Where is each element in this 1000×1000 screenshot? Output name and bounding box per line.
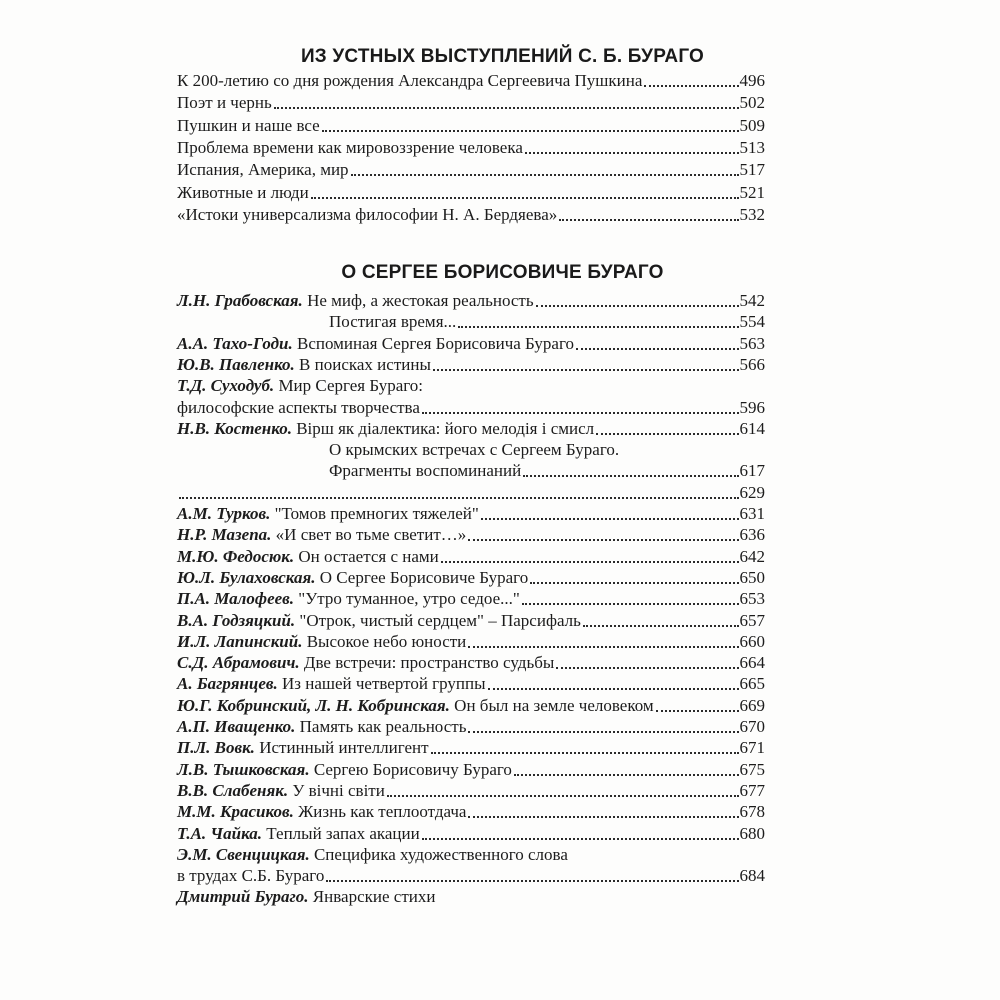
toc-entry-author: А.П. Иващенко. [177,717,296,736]
toc-entry-title: "Томов премногих тяжелей" [270,504,479,523]
toc-entry-page: 684 [739,866,765,885]
section-title-about-burago: О СЕРГЕЕ БОРИСОВИЧЕ БУРАГО [341,262,664,283]
toc-entry-text [177,886,435,908]
toc-entry-page: 566 [739,355,765,374]
toc-entry-page: 660 [739,632,765,651]
toc-entry-text [177,716,466,738]
toc-entry-author: Л.Н. Грабовская. [177,291,303,310]
toc-entry-title: Фрагменты воспоминаний [329,461,522,480]
toc-entry [177,311,765,333]
toc-entry [177,588,765,610]
toc-entry [177,204,765,226]
toc-entry [177,482,765,504]
toc-entry-author: Ю.В. Павленко. [177,355,295,374]
toc-entry-text [177,567,528,589]
toc-entry [177,737,765,759]
dot-leader [522,603,739,605]
toc-entry [177,695,765,717]
toc-entry-page: 532 [739,205,765,224]
toc-entry-text [177,311,456,333]
toc-entry-text [177,823,420,845]
dot-leader [274,107,739,109]
toc-entry-text [177,673,486,695]
section-title-oral-talks: ИЗ УСТНЫХ ВЫСТУПЛЕНИЙ С. Б. БУРАГО [300,46,705,67]
toc-entry-title: У вічні світи [288,781,385,800]
toc-entry [177,70,765,92]
toc-entry-page: 509 [739,116,765,135]
toc-entry-text [177,801,466,823]
toc-entry-page: 657 [739,611,765,630]
toc-entry [177,865,765,887]
toc-entry-text [177,333,574,355]
dot-leader [322,130,739,132]
toc-entry [177,375,765,397]
toc-entry-page: 517 [739,160,765,179]
dot-leader [536,305,739,307]
toc-entry [177,182,765,204]
dot-leader [431,752,739,754]
toc-entry [177,546,765,568]
toc-entry-page: 554 [739,312,765,331]
toc-entry-title: Теплый запах акации [262,824,420,843]
toc-entry [177,137,765,159]
toc-entry-title: О Сергее Борисовиче Бураго [315,568,529,587]
toc-entry-author: М.М. Красиков. [177,802,294,821]
toc-entry-page: 513 [739,138,765,157]
toc-entry-page: 642 [739,547,765,566]
toc-entry-text [177,631,466,653]
toc-entry-page: 521 [739,183,765,202]
toc-entry-text [177,460,521,482]
toc-entry-title: Вірш як діалектика: його мелодія і смисл [291,419,595,438]
toc-entry-text [177,159,349,181]
toc-entry-author: М.Ю. Федосюк. [177,547,295,566]
toc-entry [177,418,765,440]
toc-entry-text [177,780,385,802]
toc-entry-page: 496 [739,71,765,90]
toc-entry-page: 664 [739,653,765,672]
toc-entry [177,460,765,482]
toc-entry-author: Т.А. Чайка. [177,824,263,843]
toc-entry-text [177,652,554,674]
toc-entry [177,290,765,312]
dot-leader [422,838,739,840]
toc-entry-text [177,524,466,546]
dot-leader [576,348,739,350]
toc-entry-page: 617 [739,461,765,480]
toc-entry-title: Сергею Борисовичу Бураго [309,760,512,779]
dot-leader [387,795,739,797]
dot-leader [458,326,738,328]
toc-entry-title: Он был на земле человеком [449,696,654,715]
toc-entry-author: Ю.Г. Кобринский, Л. Н. Кобринская. [177,696,450,715]
toc-entry-text [177,865,324,887]
dot-leader [523,475,738,477]
dot-leader [530,582,738,584]
toc-entry-title: "Отрок, чистый сердцем" – Парсифаль [295,611,581,630]
toc-entry-author: С.Д. Абрамович. [177,653,300,672]
toc-entry-title: философские аспекты творчества [177,398,420,417]
toc-entry-title: Две встречи: пространство судьбы [299,653,555,672]
toc-entry-text [177,354,431,376]
toc-entry [177,397,765,419]
toc-entry [177,780,765,802]
toc-entry-title: Жизнь как теплоотдача [293,802,467,821]
toc-entry-text [177,92,272,114]
toc-entry-author: А. Багрянцев. [177,674,278,693]
toc-entry-author: В.В. Слабеняк. [177,781,289,800]
toc-entry-author: И.Л. Лапинский. [177,632,303,651]
toc-entry-title: Высокое небо юности [302,632,467,651]
toc-entry-title: Истинный интеллигент [254,738,429,757]
toc-entry-page: 542 [739,291,765,310]
toc-entry-author: Э.М. Свенцицкая. [177,845,310,864]
toc-entry-text [177,418,594,440]
toc-entry-page: 636 [739,525,765,544]
toc-entry-title: В поисках истины [294,355,431,374]
toc-entry-author: В.А. Годзяцкий. [177,611,296,630]
toc-entry [177,354,765,376]
toc-entry-page: 650 [739,568,765,587]
dot-leader [468,731,738,733]
toc-entry-text [177,695,654,717]
toc-entry-text [177,115,320,137]
toc-entry-page: 677 [739,781,765,800]
toc-entry-title: Специфика художественного слова [309,845,568,864]
toc-entry-title: «Истоки универсализма философии Н. А. Бердяева» [177,205,558,224]
dot-leader [468,646,738,648]
toc-entry-text [177,737,429,759]
toc-entry-text [177,397,420,419]
dot-leader [311,197,739,199]
toc-entry-text [177,610,581,632]
toc-entry [177,823,765,845]
toc-entry-title: Вспоминая Сергея Борисовича Бураго [292,334,574,353]
dot-leader [441,561,739,563]
toc-entry-title: Память как реальность [295,717,467,736]
toc-entry-title: Проблема времени как мировоззрение человека [177,138,523,157]
toc-entry-text [177,137,523,159]
toc-entry-page: 614 [739,419,765,438]
dot-leader [481,518,739,520]
toc-entry-text [177,759,512,781]
toc-entry-page: 675 [739,760,765,779]
dot-leader [433,369,739,371]
toc-entry-text [177,439,619,461]
dot-leader [468,539,738,541]
toc-entry-text [177,70,642,92]
toc-entry [177,801,765,823]
toc-entry-author: П.А. Малофеев. [177,589,295,608]
toc-entry [177,673,765,695]
toc-entry-text [177,546,439,568]
dot-leader [656,710,739,712]
toc-entry [177,92,765,114]
toc-entry [177,844,765,866]
toc-entry-title: О крымских встречах с Сергеем Бураго. [329,440,620,459]
toc-entry-author: Ю.Л. Булаховская. [177,568,316,587]
toc-entry [177,439,765,461]
toc-entry-page: 653 [739,589,765,608]
toc-entry [177,886,765,908]
toc-entry-page: 669 [739,696,765,715]
toc-entry-author: Т.Д. Суходуб. [177,376,275,395]
toc-entry [177,159,765,181]
toc-entry-title: Он остается с нами [294,547,439,566]
dot-leader [644,85,738,87]
toc-entry-text [177,375,423,397]
toc-entry-text [177,588,520,610]
toc-entry-page: 671 [739,738,765,757]
dot-leader [488,688,739,690]
toc-entry-text [177,844,568,866]
toc-entry-page: 665 [739,674,765,693]
dot-leader [468,816,738,818]
dot-leader [559,219,738,221]
toc-entry-text [177,204,557,226]
toc-entry-page: 502 [739,93,765,112]
toc-entry-title: Не миф, а жестокая реальность [302,291,534,310]
toc-entry-page: 563 [739,334,765,353]
toc-entry-title: «И свет во тьме светит…» [271,525,467,544]
toc-entry-title: Постигая время... [329,312,457,331]
toc-entry-page: 629 [739,483,765,502]
dot-leader [583,625,739,627]
toc-entry-author: Л.В. Тышковская. [177,760,310,779]
toc-entry-author: Н.Р. Мазепа. [177,525,272,544]
toc-entry-page: 680 [739,824,765,843]
toc-entry-page: 678 [739,802,765,821]
dot-leader [326,880,738,882]
toc-entry [177,524,765,546]
dot-leader [351,174,739,176]
toc-entry-text [177,503,479,525]
toc-entry [177,503,765,525]
toc-entry [177,652,765,674]
toc-entry [177,716,765,738]
toc-entry-title: Январские стихи [308,887,436,906]
toc-entry [177,610,765,632]
toc-entry-title: К 200-летию со дня рождения Александра Сергеевича Пушкина [177,71,643,90]
toc-entry-text [177,182,309,204]
toc-entry-author: Дмитрий Бураго. [177,887,309,906]
dot-leader [525,152,739,154]
toc-entry [177,333,765,355]
toc-entry-author: А.М. Турков. [177,504,271,523]
toc-entry-title: Мир Сергея Бураго: [274,376,424,395]
toc-entry [177,759,765,781]
dot-leader [179,497,739,499]
toc-entry-title: Испания, Америка, мир [177,160,349,179]
dot-leader [596,433,738,435]
toc-entry-title: в трудах С.Б. Бураго [177,866,325,885]
toc-entry-title: Из нашей четвертой группы [277,674,486,693]
dot-leader [556,667,738,669]
toc-entry-author: Н.В. Костенко. [177,419,292,438]
toc-entry-page: 631 [739,504,765,523]
toc-entry [177,567,765,589]
toc-entry-text [177,290,534,312]
toc-entry-title: Животные и люди [177,183,309,202]
toc-entry-author: А.А. Тахо-Годи. [177,334,293,353]
toc-entry-page: 596 [739,398,765,417]
dot-leader [422,412,739,414]
dot-leader [514,774,739,776]
toc-entry-title: Пушкин и наше все [177,116,320,135]
toc-entry-title: Поэт и чернь [177,93,272,112]
toc-entry [177,115,765,137]
toc-entry-title: "Утро туманное, утро седое..." [294,589,520,608]
toc-entry-page: 670 [739,717,765,736]
toc-entry-author: П.Л. Вовк. [177,738,255,757]
toc-entry [177,631,765,653]
